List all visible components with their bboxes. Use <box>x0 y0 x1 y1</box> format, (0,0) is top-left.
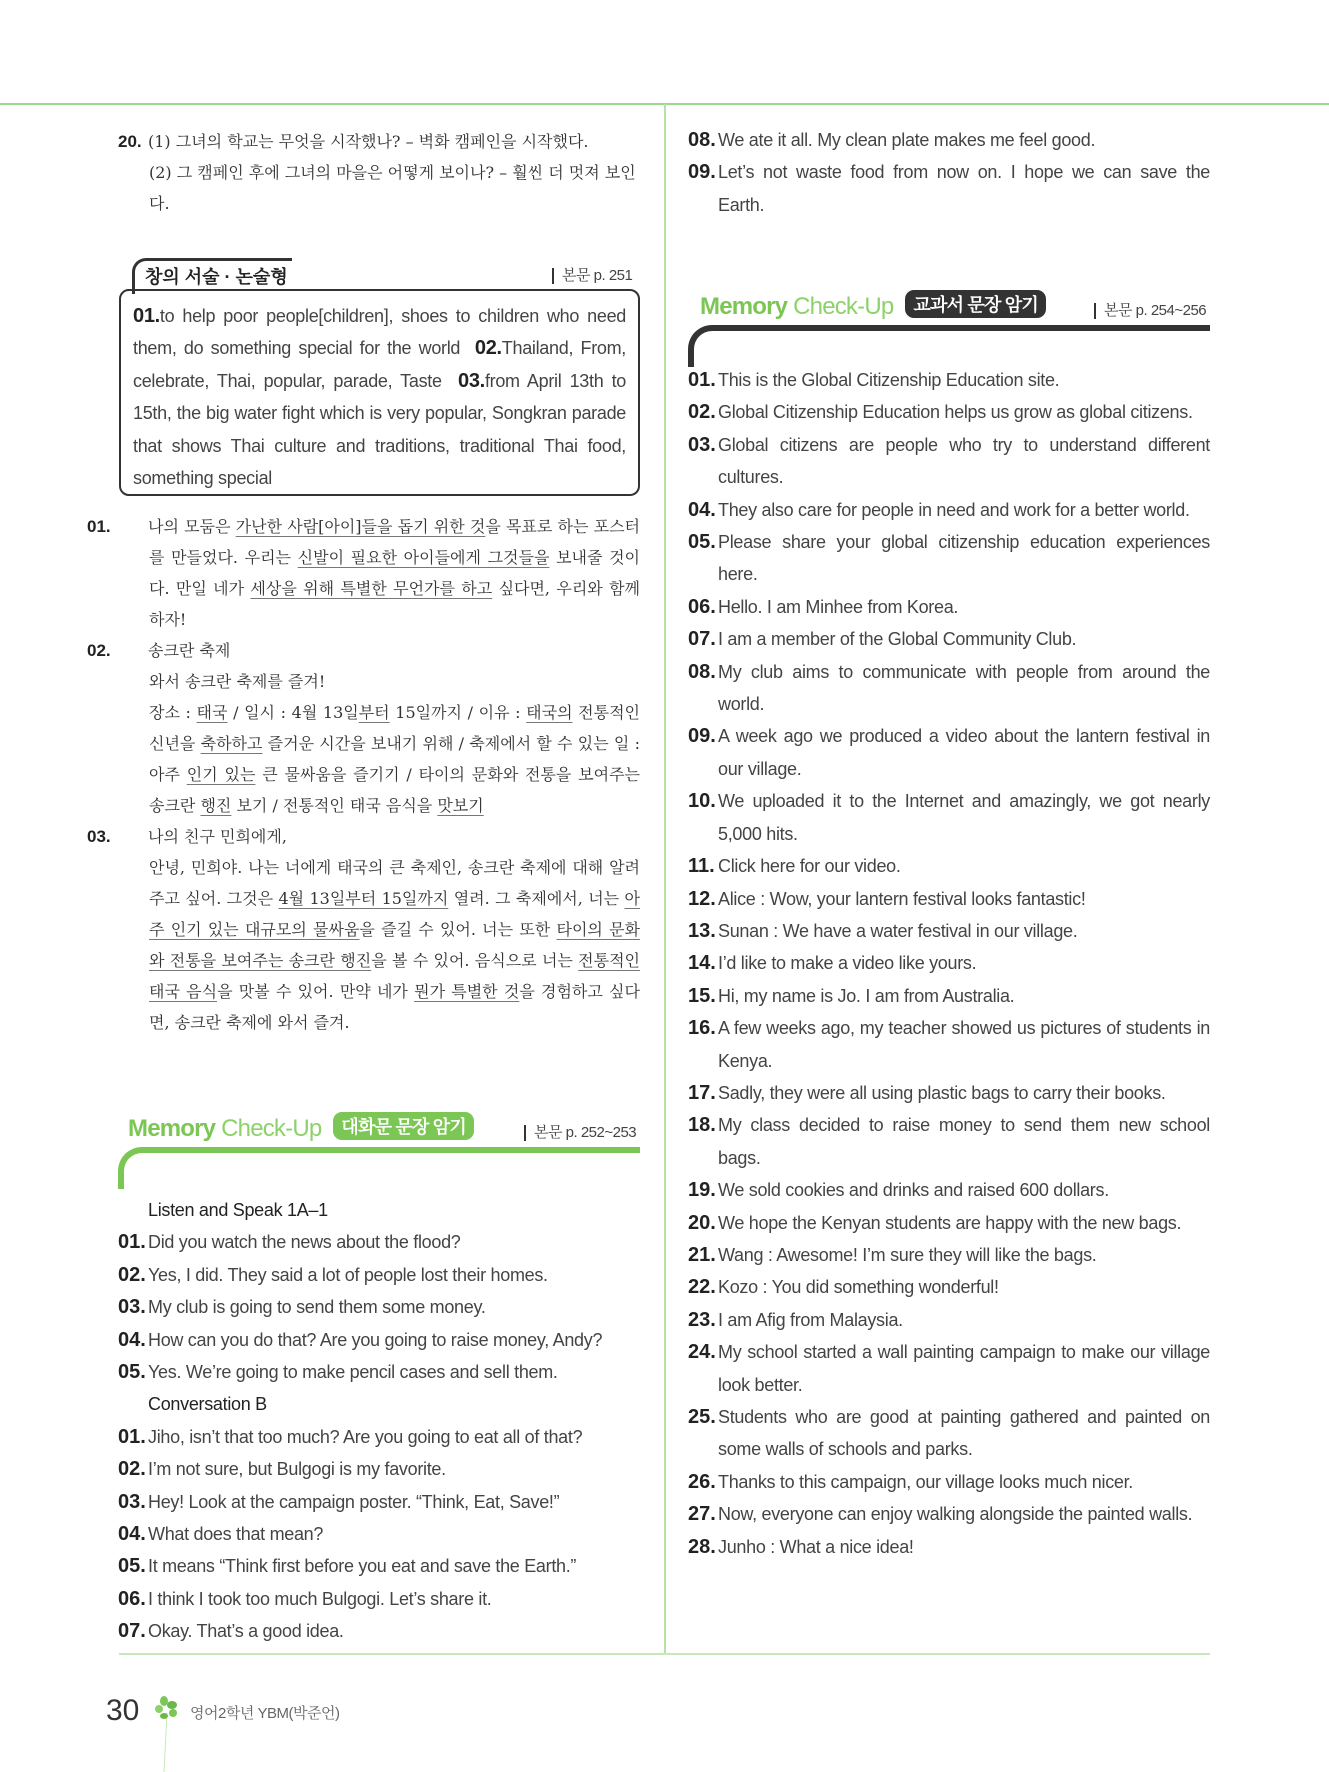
text-segment: 즐거운 시간을 보내기 위해 / 축제에서 할 수 있는 일 : 아주 <box>149 734 640 784</box>
list-item <box>688 720 1210 785</box>
item-number: 01. <box>688 369 716 391</box>
text-segment: 전통적인 신년을 <box>149 703 640 753</box>
list-item <box>118 1324 640 1356</box>
item-number: 01. <box>87 517 111 536</box>
item-number: 19. <box>688 1179 716 1202</box>
list-item <box>688 1401 1210 1466</box>
item-text: Junho : What a nice idea! <box>718 1536 914 1557</box>
section-bar <box>688 325 1210 367</box>
answer-text: to help poor people[children], shoes to children who need them, do something special for the world <box>133 306 626 359</box>
list-item <box>688 947 1210 979</box>
creative-answer-box <box>119 289 640 496</box>
item-number: 12. <box>688 887 716 910</box>
item-text: They also care for people in need and work for a better world. <box>718 499 1190 520</box>
list-item <box>118 1421 640 1453</box>
list-item <box>688 883 1210 915</box>
key-phrase: 세상을 위해 특별한 무언가를 하고 <box>250 579 493 598</box>
translation-line <box>149 852 640 1038</box>
item-number: 01. <box>133 305 160 327</box>
list-item <box>688 850 1210 882</box>
text-segment: 장소 : <box>149 703 197 722</box>
key-phrase: 축하하고 <box>200 734 263 753</box>
item-text: Wang : Awesome! I’m sure they will like the bags. <box>718 1244 1097 1265</box>
korean-translations <box>87 511 641 1038</box>
item-text: Hello. I am Minhee from Korea. <box>718 596 959 617</box>
list-item <box>118 1453 640 1485</box>
item-text: Let’s not waste food from now on. I hope we can save the Earth. <box>718 162 1210 215</box>
list-item <box>688 1207 1210 1239</box>
list-item <box>688 980 1210 1012</box>
memory-label: Memory <box>700 293 788 320</box>
page-ref: 본문 p. 254~256 <box>1094 303 1206 319</box>
list-item <box>118 1550 640 1582</box>
dialogue-list <box>118 1194 640 1648</box>
list-item <box>688 429 1210 494</box>
item-text: My school started a wall painting campaign to make our village look better. <box>718 1342 1210 1395</box>
item-number: 08. <box>688 660 716 683</box>
text-segment: 송크란 축제 <box>148 641 231 660</box>
item-text: A week ago we produced a video about the lantern festival in our village. <box>718 726 1210 779</box>
item-text: Did you watch the news about the flood? <box>148 1232 461 1253</box>
item-number: 02. <box>118 1263 146 1286</box>
item-number: 27. <box>688 1503 716 1526</box>
item-number: 05. <box>118 1361 146 1384</box>
text-segment: 나의 친구 민희에게, <box>148 827 287 846</box>
key-phrase: 전통적인 태국 음식 <box>149 951 640 1001</box>
item-text: Thanks to this campaign, our village looks much nicer. <box>718 1471 1134 1492</box>
key-phrase: 태국 <box>196 703 228 722</box>
item-text: What does that mean? <box>148 1524 324 1545</box>
list-item <box>688 1012 1210 1077</box>
memory-checkup-header-dialogue <box>128 1112 474 1143</box>
key-phrase: 행진 <box>200 796 232 815</box>
item-number: 03. <box>458 369 485 392</box>
item-text: Okay. That’s a good idea. <box>148 1621 344 1642</box>
list-item <box>688 785 1210 850</box>
item-number: 23. <box>688 1308 716 1331</box>
list-item <box>688 591 1210 623</box>
list-item <box>688 1239 1210 1271</box>
item-number: 01. <box>118 1425 146 1448</box>
item-text: I’d like to make a video like yours. <box>718 953 977 974</box>
item-text: I think I took too much Bulgogi. Let’s share it. <box>148 1588 492 1609</box>
key-phrase: 신발이 필요한 아이들에게 그것들을 <box>297 548 550 567</box>
item-text: Students who are good at painting gathered and painted on some walls of schools and parks. <box>718 1407 1210 1460</box>
item-number: 02. <box>474 337 502 360</box>
text-segment: 열려. 그 축제에서, 너는 <box>448 889 625 908</box>
item-number: 03. <box>688 433 716 456</box>
item-number: 22. <box>688 1276 716 1299</box>
subsection-title: Conversation B <box>148 1394 267 1415</box>
key-phrase: 4월 13일부터 15일까지 <box>278 889 449 908</box>
list-item <box>688 1271 1210 1303</box>
item-text: Global citizens are people who try to understand different cultures. <box>718 434 1210 488</box>
item-text: Click here for our video. <box>718 856 901 877</box>
page-number: 30 <box>106 1694 140 1727</box>
text-segment: 안녕, 민희야. 나는 너에게 태국의 큰 축제인, 송크란 축제에 대해 알려주고 싶어. 그것은 <box>149 858 640 908</box>
item-number: 04. <box>118 1523 146 1546</box>
page-ref: 본문 p. 251 <box>552 268 632 284</box>
item-number: 18. <box>688 1114 716 1137</box>
item-number: 13. <box>688 919 716 942</box>
text-segment: 을 볼 수 있어. 음식으로 너는 <box>371 951 579 970</box>
list-item <box>688 1498 1210 1530</box>
list-item <box>688 1304 1210 1336</box>
item-text: We sold cookies and drinks and raised 600 dollars. <box>718 1180 1109 1201</box>
answer-20 <box>118 126 648 219</box>
section-bar <box>118 1147 640 1189</box>
item-number: 11. <box>688 855 715 878</box>
item-number: 26. <box>688 1470 716 1493</box>
text-segment: / 일시 : 4월 13일 <box>227 703 359 722</box>
item-text: Alice : Wow, your lantern festival looks fantastic! <box>718 888 1086 909</box>
list-item <box>688 1174 1210 1206</box>
section-badge: 교과서 문장 암기 <box>905 290 1046 318</box>
item-number: 09. <box>688 725 716 748</box>
item-text: Hey! Look at the campaign poster. “Think, Eat, Save!” <box>148 1491 560 1512</box>
item-number: 20. <box>688 1211 716 1234</box>
item-number: 24. <box>688 1341 716 1364</box>
section-title: 창의 서술 · 논술형 <box>145 267 288 287</box>
item-number: 16. <box>688 1017 716 1040</box>
item-text: Global Citizenship Education helps us grow as global citizens. <box>718 402 1193 423</box>
item-number: 14. <box>688 952 716 975</box>
item-number: 21. <box>688 1243 716 1266</box>
item-text: Yes. We’re going to make pencil cases and sell them. <box>148 1362 558 1383</box>
item-number: 06. <box>118 1587 146 1610</box>
text-segment: 을 경험하고 싶다면, 송크란 축제에 와서 즐겨. <box>149 982 640 1032</box>
textbook-list <box>688 364 1210 1563</box>
list-item <box>118 1356 640 1388</box>
list-item <box>118 1518 640 1550</box>
item-number: 20. <box>118 132 142 151</box>
translation-item <box>87 821 640 1038</box>
list-item <box>118 1226 640 1258</box>
key-phrase: 맛보기 <box>437 796 484 815</box>
translation-item <box>87 511 641 635</box>
item-number: 08. <box>688 129 716 151</box>
key-phrase: 가난한 사람[아이]들을 돕기 위한 것 <box>235 517 486 536</box>
subsection-title: Listen and Speak 1A–1 <box>148 1200 328 1220</box>
item-number: 04. <box>688 498 716 521</box>
list-item <box>688 1531 1210 1563</box>
item-text: My class decided to raise money to send them new school bags. <box>718 1115 1210 1168</box>
key-phrase: 인기 있는 <box>186 765 256 784</box>
translation-line <box>149 666 640 697</box>
item-number: 03. <box>118 1490 146 1513</box>
item-text: This is the Global Citizenship Education site. <box>718 370 1060 390</box>
list-item <box>688 1109 1210 1174</box>
key-phrase: 뭔가 특별한 것 <box>414 982 520 1001</box>
list-item <box>118 1486 640 1518</box>
dialogue-list-continued <box>688 124 1210 221</box>
item-number: 05. <box>688 531 716 554</box>
item-number: 06. <box>688 595 716 618</box>
item-number: 01. <box>118 1231 146 1254</box>
text-segment: 15일까지 / 이유 : <box>389 703 527 722</box>
translation-line <box>148 641 230 660</box>
item-text: A few weeks ago, my teacher showed us pictures of students in Kenya. <box>718 1018 1210 1071</box>
list-item <box>118 1259 640 1291</box>
list-item <box>688 1466 1210 1498</box>
list-item <box>688 396 1210 428</box>
item-text: Sadly, they were all using plastic bags to carry their books. <box>718 1082 1166 1103</box>
list-item <box>688 1336 1210 1401</box>
list-item <box>688 494 1210 526</box>
list-item <box>688 915 1210 947</box>
text-segment: 와서 송크란 축제를 즐겨! <box>149 672 326 691</box>
list-item <box>688 156 1210 221</box>
text-segment: 을 즐길 수 있어. 너는 또한 <box>359 920 557 939</box>
book-title: 영어2학년 YBM(박준언) <box>190 1705 340 1722</box>
memory-checkup-header-textbook <box>700 290 1046 321</box>
item-text: I’m not sure, but Bulgogi is my favorite. <box>148 1459 446 1480</box>
answer-text: from April 13th to 15th, the big water fight which is very popular, Songkran parade that shows Thai culture and traditions, traditional Thai food, something special <box>133 370 626 489</box>
list-item <box>688 124 1210 156</box>
item-number: 07. <box>118 1620 146 1643</box>
item-number: 10. <box>688 790 716 813</box>
item-text: I am Afig from Malaysia. <box>718 1309 903 1330</box>
text-segment: 을 목표로 하는 포스터를 만들었다. 우리는 <box>149 517 640 567</box>
answer-line: (1) 그녀의 학교는 무엇을 시작했나? – 벽화 캠페인을 시작했다. <box>148 132 589 151</box>
item-number: 03. <box>87 827 111 846</box>
item-number: 07. <box>688 628 716 651</box>
checkup-label: Check-Up <box>221 1115 322 1142</box>
item-number: 02. <box>688 401 716 424</box>
item-text: Hi, my name is Jo. I am from Australia. <box>718 985 1015 1006</box>
item-number: 03. <box>118 1296 146 1319</box>
answer-line: (2) 그 캠페인 후에 그녀의 마을은 어떻게 보이나? – 훨씬 더 멋져 보인다. <box>149 163 636 213</box>
item-number: 28. <box>688 1535 716 1558</box>
list-item <box>118 1291 640 1323</box>
item-number: 02. <box>118 1458 146 1481</box>
list-item <box>118 1615 640 1647</box>
text-segment: 보기 / 전통적인 태국 음식을 <box>231 796 438 815</box>
item-text: My club is going to send them some money. <box>148 1297 486 1318</box>
item-text: It means “Think first before you eat and save the Earth.” <box>148 1556 577 1577</box>
list-item <box>688 526 1210 591</box>
item-text: My club aims to communicate with people from around the world. <box>718 661 1210 715</box>
text-segment: 싶다면, 우리와 함께 하자! <box>149 579 641 629</box>
translation-item <box>87 635 640 821</box>
key-phrase: 부터 <box>358 703 390 722</box>
item-number: 09. <box>688 161 716 184</box>
key-phrase: 타이의 문화와 전통을 보여주는 송크란 행진 <box>149 920 640 970</box>
checkup-label: Check-Up <box>793 293 894 320</box>
leaf-icon <box>155 1695 185 1772</box>
key-phrase: 아주 인기 있는 대규모의 물싸움 <box>149 889 640 939</box>
item-text: Jiho, isn’t that too much? Are you going to eat all of that? <box>148 1426 583 1447</box>
bottom-rule <box>119 1653 1210 1655</box>
item-text: We uploaded it to the Internet and amazingly, we got nearly 5,000 hits. <box>718 791 1210 844</box>
item-number: 15. <box>688 984 716 1007</box>
list-item <box>688 1077 1210 1109</box>
answer-text: Thailand, From, celebrate, Thai, popular, parade, Taste <box>133 338 627 391</box>
list-item <box>118 1583 640 1615</box>
section-badge: 대화문 문장 암기 <box>333 1112 474 1140</box>
text-segment: 보내줄 것이다. 만일 네가 <box>149 548 640 598</box>
memory-label: Memory <box>128 1115 216 1142</box>
item-text: We ate it all. My clean plate makes me feel good. <box>718 130 1096 150</box>
item-number: 25. <box>688 1406 716 1428</box>
column-divider <box>664 104 666 1654</box>
text-segment: 을 맛볼 수 있어. 만약 네가 <box>217 982 415 1001</box>
item-text: How can you do that? Are you going to raise money, Andy? <box>148 1329 603 1350</box>
item-number: 04. <box>118 1328 146 1351</box>
key-phrase: 태국의 <box>526 703 573 722</box>
list-item <box>688 656 1210 721</box>
item-text: We hope the Kenyan students are happy with the new bags. <box>718 1212 1182 1233</box>
page-ref: 본문 p. 252~253 <box>524 1125 636 1141</box>
item-number: 17. <box>688 1081 716 1104</box>
list-item <box>688 623 1210 655</box>
item-text: Sunan : We have a water festival in our village. <box>718 920 1078 941</box>
translation-line <box>148 517 640 629</box>
translation-line <box>149 697 640 821</box>
translation-line <box>148 827 287 846</box>
item-text: Now, everyone can enjoy walking alongside the painted walls. <box>718 1504 1193 1525</box>
text-segment: 나의 모둠은 <box>148 517 236 536</box>
item-number: 02. <box>87 641 111 660</box>
text-segment: 큰 물싸움을 즐기기 / 타이의 문화와 전통을 보여주는 송크란 <box>149 765 640 815</box>
item-text: Yes, I did. They said a lot of people lost their homes. <box>148 1264 548 1285</box>
list-item <box>688 364 1210 396</box>
item-number: 05. <box>118 1555 146 1578</box>
item-text: Kozo : You did something wonderful! <box>718 1277 999 1298</box>
item-text: I am a member of the Global Community Club. <box>718 629 1077 650</box>
item-text: Please share your global citizenship education experiences here. <box>718 532 1210 585</box>
